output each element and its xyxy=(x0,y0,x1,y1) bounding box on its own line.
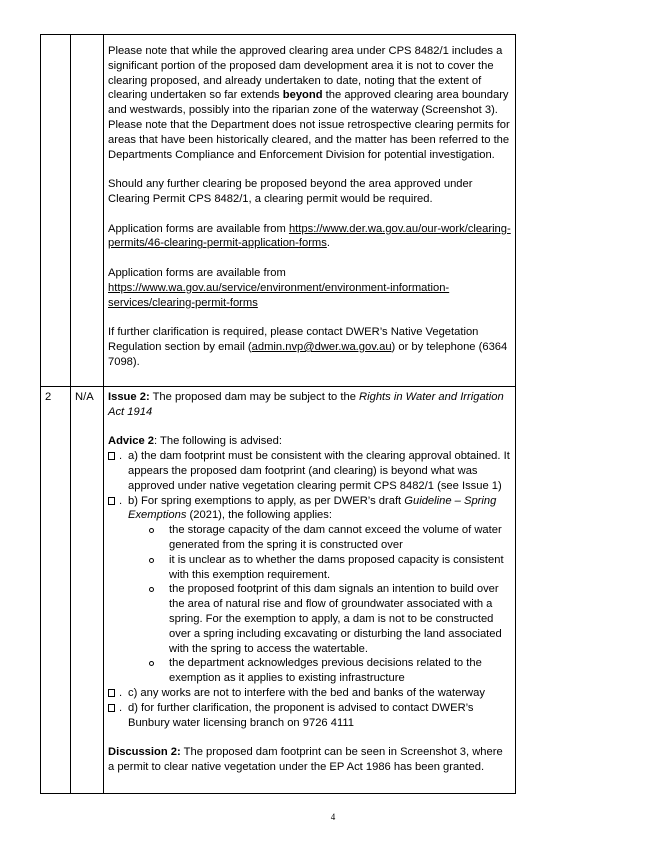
issue-act: Rights in Water and Irrigation Act 1914 xyxy=(108,391,504,418)
list-item xyxy=(108,494,511,524)
discussion-2-paragraph xyxy=(108,745,511,775)
advice-heading xyxy=(108,434,511,449)
row1-number-cell xyxy=(41,35,71,387)
forms2-prefix: Application forms are available from xyxy=(108,266,286,279)
row2-ref-cell xyxy=(71,387,104,794)
advice-item-b-rest: (2021), the following applies: xyxy=(186,509,332,522)
issues-table xyxy=(40,34,516,794)
circle-bullet-icon xyxy=(149,661,154,666)
bullet-dot: . xyxy=(119,701,123,714)
approved-clearing-paragraph xyxy=(108,44,511,162)
issue-2-paragraph xyxy=(108,390,511,420)
table-row xyxy=(41,387,516,794)
table-row xyxy=(41,35,516,387)
list-item xyxy=(108,656,511,686)
list-item xyxy=(108,523,511,553)
list-item xyxy=(108,553,511,583)
circle-bullet-icon xyxy=(149,587,154,592)
checkbox-symbol-icon xyxy=(108,452,115,460)
contact-paragraph xyxy=(108,325,511,369)
approved-text-1: Please note that while the approved clearing area under CPS 8482/1 includes a significant portion of the proposed dam development area it is not to cover the clearing proposed, and already undertaken to date, noting that the extent of clearing undertaken so far extends xyxy=(108,45,503,102)
approved-bold: beyond xyxy=(282,89,323,102)
discussion-text: The proposed dam footprint can be seen in Screenshot 3, where a permit to clear native vegetation under the EP Act 1986 has been granted. xyxy=(108,746,503,773)
wa-gov-forms-link[interactable]: https://www.wa.gov.au/service/environment/environment-information-services/clearing-permit-forms xyxy=(108,281,450,309)
advice-text: : The following is advised: xyxy=(154,435,282,448)
list-item xyxy=(108,449,511,493)
contact-text-2: ) or by telephone (6364 7098). xyxy=(108,340,508,368)
spring-subitem-3: the proposed footprint of this dam signals an intention to build over the area of natural rise and flow of groundwater associated with a spring. For the exemption to apply, a dam is not to be constructed over a spring including excavating or disturbing the land associated with the spring to access the watertable. xyxy=(169,583,502,655)
checkbox-symbol-icon xyxy=(108,497,115,505)
row1-content-cell xyxy=(104,35,516,387)
approved-text-2: the approved clearing area boundary and westwards, possibly into the riparian zone of the waterway (Screenshot 3). Please note that the Department does not issue retrospective clearing permits for areas that have been historically cleared, and the matter has been referred to the Departments Compliance and Enforcement Division for potential investigation. xyxy=(108,89,510,161)
list-item xyxy=(108,582,511,656)
checkbox-symbol-icon xyxy=(108,704,115,712)
issue-reference: N/A xyxy=(75,391,94,403)
row2-number-cell xyxy=(41,387,71,794)
advice-item-b: b) For spring exemptions to apply, as per DWER’s draft xyxy=(128,494,405,507)
circle-bullet-icon xyxy=(149,528,154,533)
der-forms-link[interactable]: https://www.der.wa.gov.au/our-work/clearing-permits/46-clearing-permit-application-forms xyxy=(108,222,511,250)
bullet-dot: . xyxy=(119,686,123,699)
advice-label: Advice 2 xyxy=(108,435,155,448)
advice-item-a: a) the dam footprint must be consistent with the clearing approval obtained. It appears the proposed dam footprint (and clearing) is beyond what was approved under native vegetation clearing permit CPS 8482/1 (see Issue 1) xyxy=(128,450,510,492)
contact-text-1: If further clarification is required, please contact DWER’s Native Vegetation Regulation section by email ( xyxy=(108,326,479,353)
spring-subitem-1: the storage capacity of the dam cannot exceed the volume of water generated from the spring it is constructed over xyxy=(169,524,502,551)
advice-item-c: c) any works are not to interfere with the bed and banks of the waterway xyxy=(128,686,485,699)
advice-item-b-guideline: Guideline – Spring Exemptions xyxy=(128,494,497,522)
forms-paragraph-2 xyxy=(108,266,511,310)
checkbox-symbol-icon xyxy=(108,689,115,697)
forms-paragraph-1 xyxy=(108,222,511,252)
list-item xyxy=(108,686,511,701)
forms1-prefix: Application forms are available from xyxy=(108,222,289,235)
issue-label: Issue 2: xyxy=(108,391,150,403)
spring-subitem-2: it is unclear as to whether the dams proposed capacity is consistent with this exemption requirement. xyxy=(169,553,504,581)
spring-subitem-4: the department acknowledges previous decisions related to the exemption as it applies to existing infrastructure xyxy=(169,657,482,685)
row1-ref-cell xyxy=(71,35,104,387)
issue-number: 2 xyxy=(45,391,52,403)
forms1-suffix: . xyxy=(326,237,330,250)
discussion-label: Discussion 2: xyxy=(108,746,181,759)
list-item xyxy=(108,701,511,731)
issue-text: The proposed dam may be subject to the xyxy=(149,391,360,403)
email-link[interactable]: admin.nvp@dwer.wa.gov.au xyxy=(251,340,392,353)
further-clearing-paragraph: Should any further clearing be proposed beyond the area approved under Clearing Permit CPS 8482/1, a clearing permit would be required. xyxy=(108,178,473,205)
page-number: 4 xyxy=(330,812,336,822)
bullet-dot: . xyxy=(119,494,123,507)
row2-content-cell xyxy=(104,387,516,794)
bullet-dot: . xyxy=(119,450,123,463)
advice-item-d: d) for further clarification, the proponent is advised to contact DWER’s Bunbury water licensing branch on 9726 4111 xyxy=(128,701,474,729)
circle-bullet-icon xyxy=(149,558,154,563)
